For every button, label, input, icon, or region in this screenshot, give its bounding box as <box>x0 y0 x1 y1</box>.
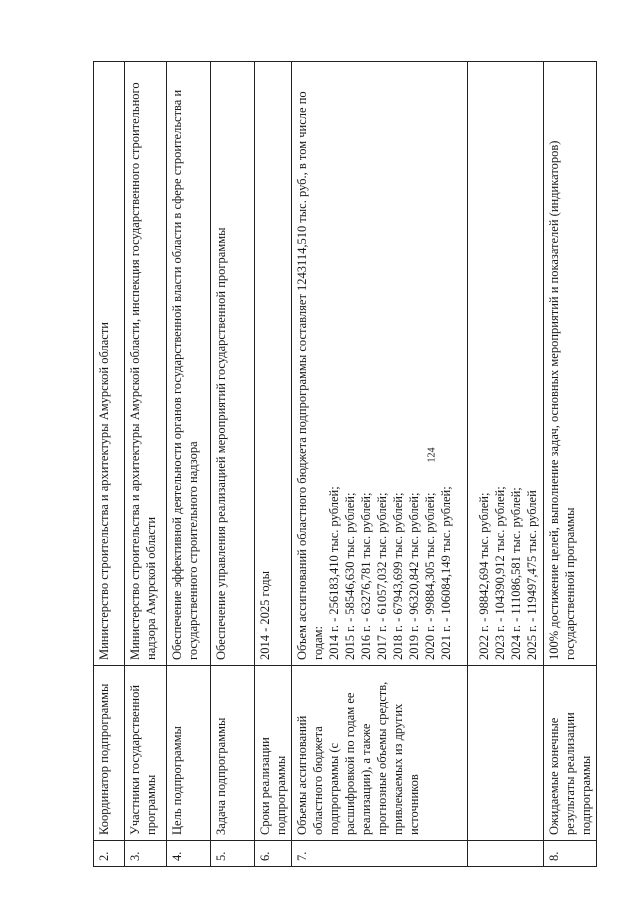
row-value: Обеспечение эффективной деятельности органов государственной власти области в сфере строительства и государственного строительного надзора <box>167 62 211 666</box>
row-value <box>468 62 544 666</box>
value-line: 2017 г. - 61057,032 тыс. рублей; <box>375 492 389 660</box>
row-value: Министерство строительства и архитектуры Амурской области, инспекция государственного строительного надзора Амурской области <box>125 62 167 666</box>
row-number: 4. <box>167 841 211 867</box>
row-label: Объемы ассигнований областного бюджета подпрограммы (с расшифровкой по годам ее реализации), а также прогнозные объемы средств, привлекаемых из других источников <box>292 666 468 841</box>
table-row <box>94 62 125 867</box>
row-value <box>292 62 468 666</box>
row-value: Обеспечение управления реализацией мероприятий государственной программы <box>211 62 255 666</box>
value-line: 2023 г. - 104390,912 тыс. рублей; <box>493 486 507 660</box>
rotated-content <box>93 62 593 867</box>
table-row <box>292 62 468 867</box>
row-number: 3. <box>125 841 167 867</box>
value-line: 2015 г. - 58546,630 тыс. рублей; <box>343 492 357 660</box>
value-line: 2021 г. - 106084,149 тыс. рублей; <box>439 486 453 660</box>
row-number <box>468 841 544 867</box>
row-number: 8. <box>544 841 597 867</box>
row-value <box>94 62 125 666</box>
row-label: Задача подпрограммы <box>211 666 255 841</box>
rotated-page-frame <box>93 62 593 867</box>
row-number: 6. <box>255 841 292 867</box>
row-value: 2014 - 2025 годы <box>255 62 292 666</box>
row-number: 2. <box>94 841 125 867</box>
value-line: 2019 г. - 96320,842 тыс. рублей; <box>407 492 421 660</box>
subprogram-passport-table <box>93 61 597 867</box>
value-line: Министерство строительства и архитектуры Амурской области <box>97 322 111 660</box>
value-line: 2025 г. - 119497,475 тыс. рублей <box>525 490 539 660</box>
value-line: 2022 г. - 98842,694 тыс. рублей; <box>477 492 491 660</box>
value-line: Объем ассигнований областного бюджета подпрограммы составляет 1243114,510 тыс. руб., в том числе по годам: <box>295 91 325 660</box>
table-row <box>544 62 597 867</box>
value-line: 2020 г. - 99884,305 тыс. рублей; <box>423 492 437 660</box>
page-number: 124 <box>426 447 438 463</box>
row-label: Сроки реализации подпрограммы <box>255 666 292 841</box>
row-number: 5. <box>211 841 255 867</box>
row-label: Участники государственной программы <box>125 666 167 841</box>
value-line: 2018 г. - 67943,699 тыс. рублей; <box>391 492 405 660</box>
table-row <box>255 62 292 867</box>
value-line: 2024 г. - 111086,581 тыс. рублей; <box>509 487 523 660</box>
row-label: Ожидаемые конечные результаты реализации подпрограммы <box>544 666 597 841</box>
value-line: 2014 г. - 256183,410 тыс. рублей; <box>327 486 341 660</box>
row-value: 100% достижение целей, выполнение задач, основных мероприятий и показателей (индикаторов) государственной программы <box>544 62 597 666</box>
table-row <box>211 62 255 867</box>
row-label: Цель подпрограммы <box>167 666 211 841</box>
row-label: Координатор подпрограммы <box>94 666 125 841</box>
value-line: 2016 г. - 63276,781 тыс. рублей; <box>359 492 373 660</box>
table-row <box>167 62 211 867</box>
row-label <box>468 666 544 841</box>
table-row <box>125 62 167 867</box>
row-number: 7. <box>292 841 468 867</box>
table-row <box>468 62 544 867</box>
